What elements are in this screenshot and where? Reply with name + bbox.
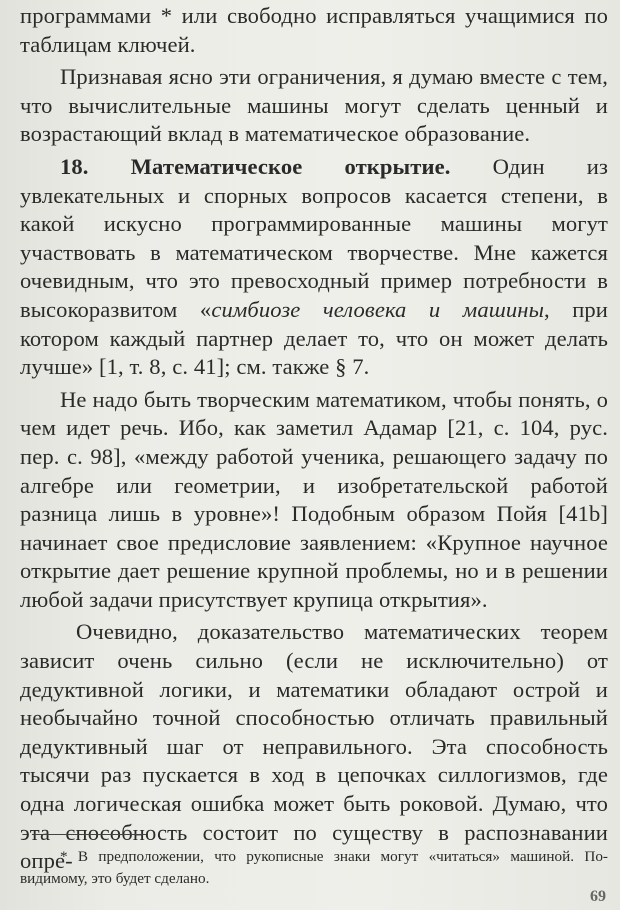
section-text-1: Один из увлекательных и спорных вопросов касается степени, в какой искусно программированные машины могут участвовать в математическом творчестве. Мне кажется очевидным, что это превосходный пример потребности в высокоразвитом «	[20, 153, 608, 322]
page-number: 69	[590, 888, 606, 905]
section-heading: 18. Математическое открытие.	[60, 153, 451, 179]
paragraph-limitations: Признавая ясно эти ограничения, я думаю вместе с тем, что вычислительные машины могут сделать ценный и возрастающий вклад в математическое образование.	[20, 64, 608, 147]
section-italic: симбиозе человека и машины	[211, 296, 544, 322]
paragraph-hadamard: Не надо быть творческим математиком, чтобы понять, о чем идет речь. Ибо, как заметил Адамар [21, с. 104, рус. пер. с. 98], «между работой ученика, решающего задачу по алгебре или геометрии, и изобретательской работой разница лишь в уровне»! Подобным образом Пойя [41b] начинает свое предисловие заявлением: «Крупное научное открытие дает решение крупной проблемы, но и в решении любой задачи присутствует крупица открытия».	[20, 386, 608, 612]
footnote-divider	[32, 834, 146, 835]
paragraph-continuation: программами * или свободно исправляться учащимися по таблицам ключей.	[20, 3, 608, 57]
footnote	[20, 846, 608, 890]
section-18	[20, 153, 608, 382]
paragraph-deduction: Очевидно, доказательство математических теорем зависит очень сильно (если не исключительно) от дедуктивной логики, и математики обладают острой и необычайно точной способностью отличать правильный дедуктивный шаг от неправильного. Эта способность тысячи раз пускается в ход в цепочках силлогизмов, где одна логическая ошибка может быть роковой. Думаю, что эта способность состоит по существу в распознавании опре-	[20, 619, 608, 874]
section-text-2: , при котором каждый партнер делает то, что он может делать лучше» [1, т. 8, с. 41]; см. также § 7.	[20, 296, 608, 380]
footnote-text: * В предположении, что рукописные знаки могут «читаться» машиной. По-видимому, это будет сделано.	[20, 848, 608, 887]
main-text	[20, 2, 608, 876]
